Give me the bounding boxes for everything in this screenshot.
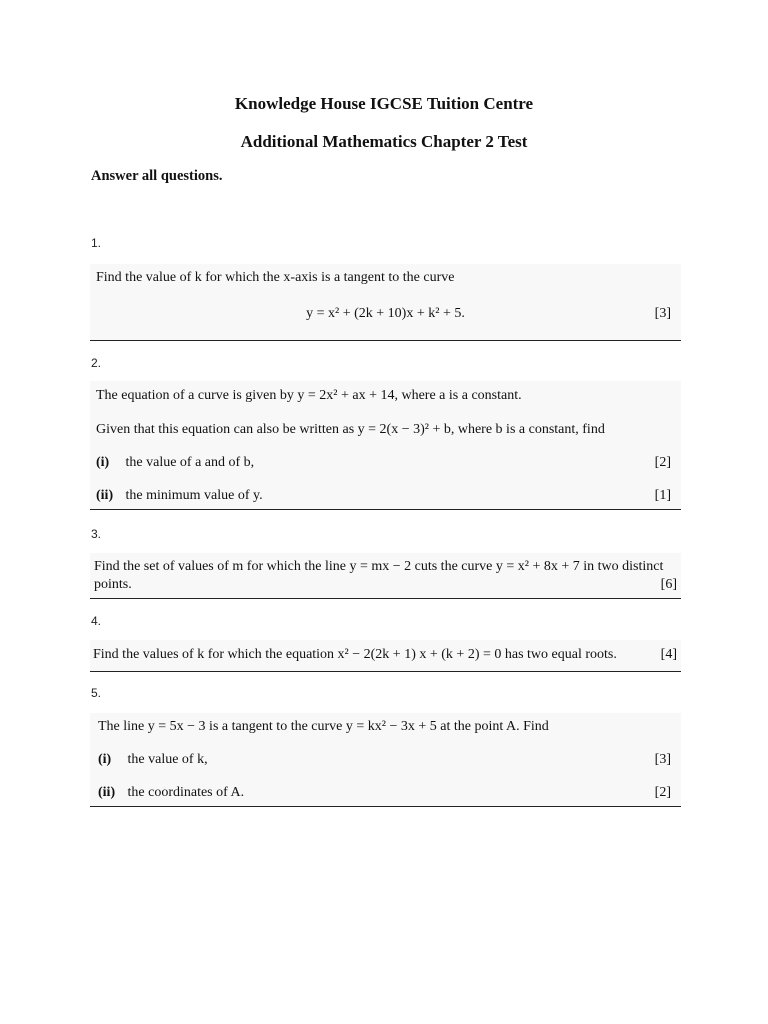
part-text: the coordinates of A. xyxy=(127,785,245,800)
question-4-marks: [4] xyxy=(660,647,677,662)
question-3-number: 3. xyxy=(91,527,102,541)
test-title: Additional Mathematics Chapter 2 Test xyxy=(240,132,528,151)
question-5-line-1: The line y = 5x − 3 is a tangent to the curve y = kx² − 3x + 5 at the point A. Find xyxy=(98,719,549,734)
part-label: (ii) xyxy=(96,488,114,503)
question-1-box xyxy=(90,264,681,341)
question-1-equation: y = x² + (2k + 10)x + k² + 5. xyxy=(306,306,465,321)
question-4-number: 4. xyxy=(91,614,102,628)
question-5-part-ii xyxy=(98,785,675,801)
question-2-part-ii xyxy=(96,488,675,504)
question-4-text: Find the values of k for which the equation x² − 2(2k + 1) x + (k + 2) = 0 has two equal roots. xyxy=(93,647,617,662)
question-2-part-i xyxy=(96,455,675,471)
question-2-line-2: Given that this equation can also be written as y = 2(x − 3)² + b, where b is a constant, find xyxy=(96,422,605,437)
question-3-line-2: points. xyxy=(94,577,132,592)
question-1-marks: [3] xyxy=(654,306,671,321)
part-marks: [2] xyxy=(654,785,671,800)
question-5-number: 5. xyxy=(91,686,102,700)
part-text: the value of k, xyxy=(127,752,208,767)
question-4-box xyxy=(90,640,681,672)
question-1-text: Find the value of k for which the x-axis is a tangent to the curve xyxy=(96,270,455,285)
question-3-line-1: Find the set of values of m for which the line y = mx − 2 cuts the curve y = x² + 8x + 7 in two distinct xyxy=(94,559,664,574)
question-5-part-i xyxy=(98,752,675,768)
part-label: (i) xyxy=(98,752,112,767)
part-marks: [3] xyxy=(654,752,671,767)
question-3-box xyxy=(90,553,681,599)
part-text: the value of a and of b, xyxy=(125,455,255,470)
instruction-text: Answer all questions. xyxy=(91,168,223,184)
question-5-box xyxy=(90,713,681,807)
part-marks: [1] xyxy=(654,488,671,503)
part-marks: [2] xyxy=(654,455,671,470)
question-1-number: 1. xyxy=(91,236,102,250)
question-2-line-1: The equation of a curve is given by y = 2x² + ax + 14, where a is a constant. xyxy=(96,388,522,403)
centre-title: Knowledge House IGCSE Tuition Centre xyxy=(234,94,534,113)
question-2-number: 2. xyxy=(91,356,102,370)
part-text: the minimum value of y. xyxy=(125,488,263,503)
question-3-marks: [6] xyxy=(660,577,677,592)
question-2-box xyxy=(90,381,681,510)
part-label: (i) xyxy=(96,455,110,470)
part-label: (ii) xyxy=(98,785,116,800)
